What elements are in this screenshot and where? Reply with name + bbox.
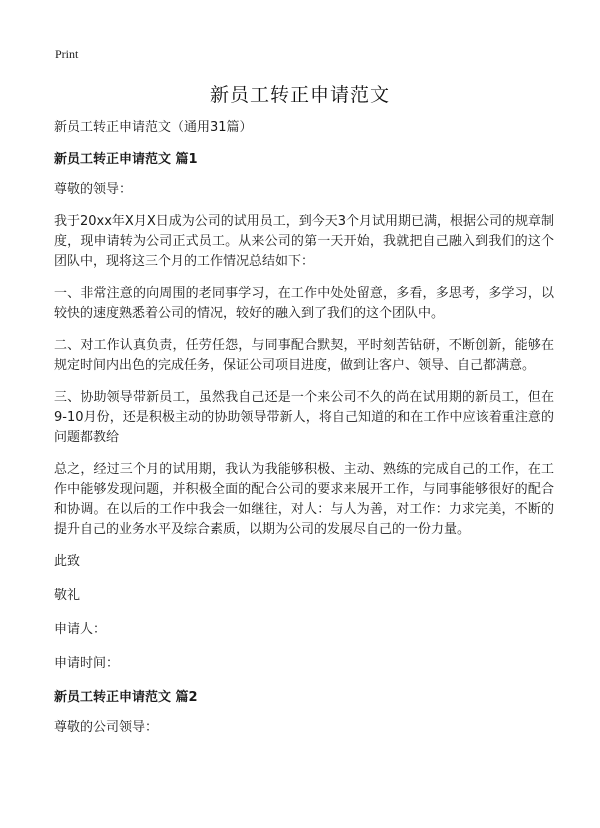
applicant-label: 申请人：: [54, 622, 107, 637]
document-title: 新员工转正申请范文: [209, 84, 390, 106]
article-1-paragraph: 二、对工作认真负责，任劳任怨，与同事配合默契，平时刻苦钻研，不断创新，能够在规定时间内出色的完成任务，保证公司项目进度，做到让客户、领导、自己都满意。: [54, 338, 554, 373]
article-1-paragraph: 总之，经过三个月的试用期，我认为我能够积极、主动、熟练的完成自己的工作，在工作中能够发现问题，并积极全面的配合公司的要求来展开工作，与同事能够很好的配合和协调。在以后的工作中我会一如继往，对人：与人为善，对工作：力求完美，不断的提升自己的业务水平及综合素质，以期为公司的发展尽自己的一份力量。: [54, 462, 554, 537]
print-label: Print: [55, 47, 79, 61]
article-1-paragraph: 三、协助领导带新员工，虽然我自己还是一个来公司不久的尚在试用期的新员工，但在9-10月份，还是积极主动的协助领导带新人，将自己知道的和在工作中应该着重注意的问题都教给: [54, 390, 554, 445]
article-1-heading: 新员工转正申请范文 篇1: [54, 152, 198, 167]
apply-time-label: 申请时间：: [54, 656, 120, 671]
document-content: [54, 118, 554, 750]
closing-line-2: 敬礼: [54, 588, 81, 603]
intro-line: 新员工转正申请范文（通用31篇）: [54, 120, 253, 135]
article-2-salutation: 尊敬的公司领导：: [54, 720, 159, 735]
article-1-paragraph: 一、非常注意的向周围的老同事学习，在工作中处处留意，多看，多思考，多学习，以较快的速度熟悉着公司的情况，较好的融入到了我们的这个团队中。: [54, 286, 554, 321]
article-1-salutation: 尊敬的领导：: [54, 182, 133, 197]
article-1-paragraph: 我于20xx年X月X日成为公司的试用员工，到今天3个月试用期已满，根据公司的规章制度，现申请转为公司正式员工。从来公司的第一天开始，我就把自己融入到我们的这个团队中，现将这三个月的工作情况总结如下：: [54, 214, 555, 269]
article-2-heading: 新员工转正申请范文 篇2: [54, 690, 198, 705]
closing-line-1: 此致: [54, 554, 81, 569]
